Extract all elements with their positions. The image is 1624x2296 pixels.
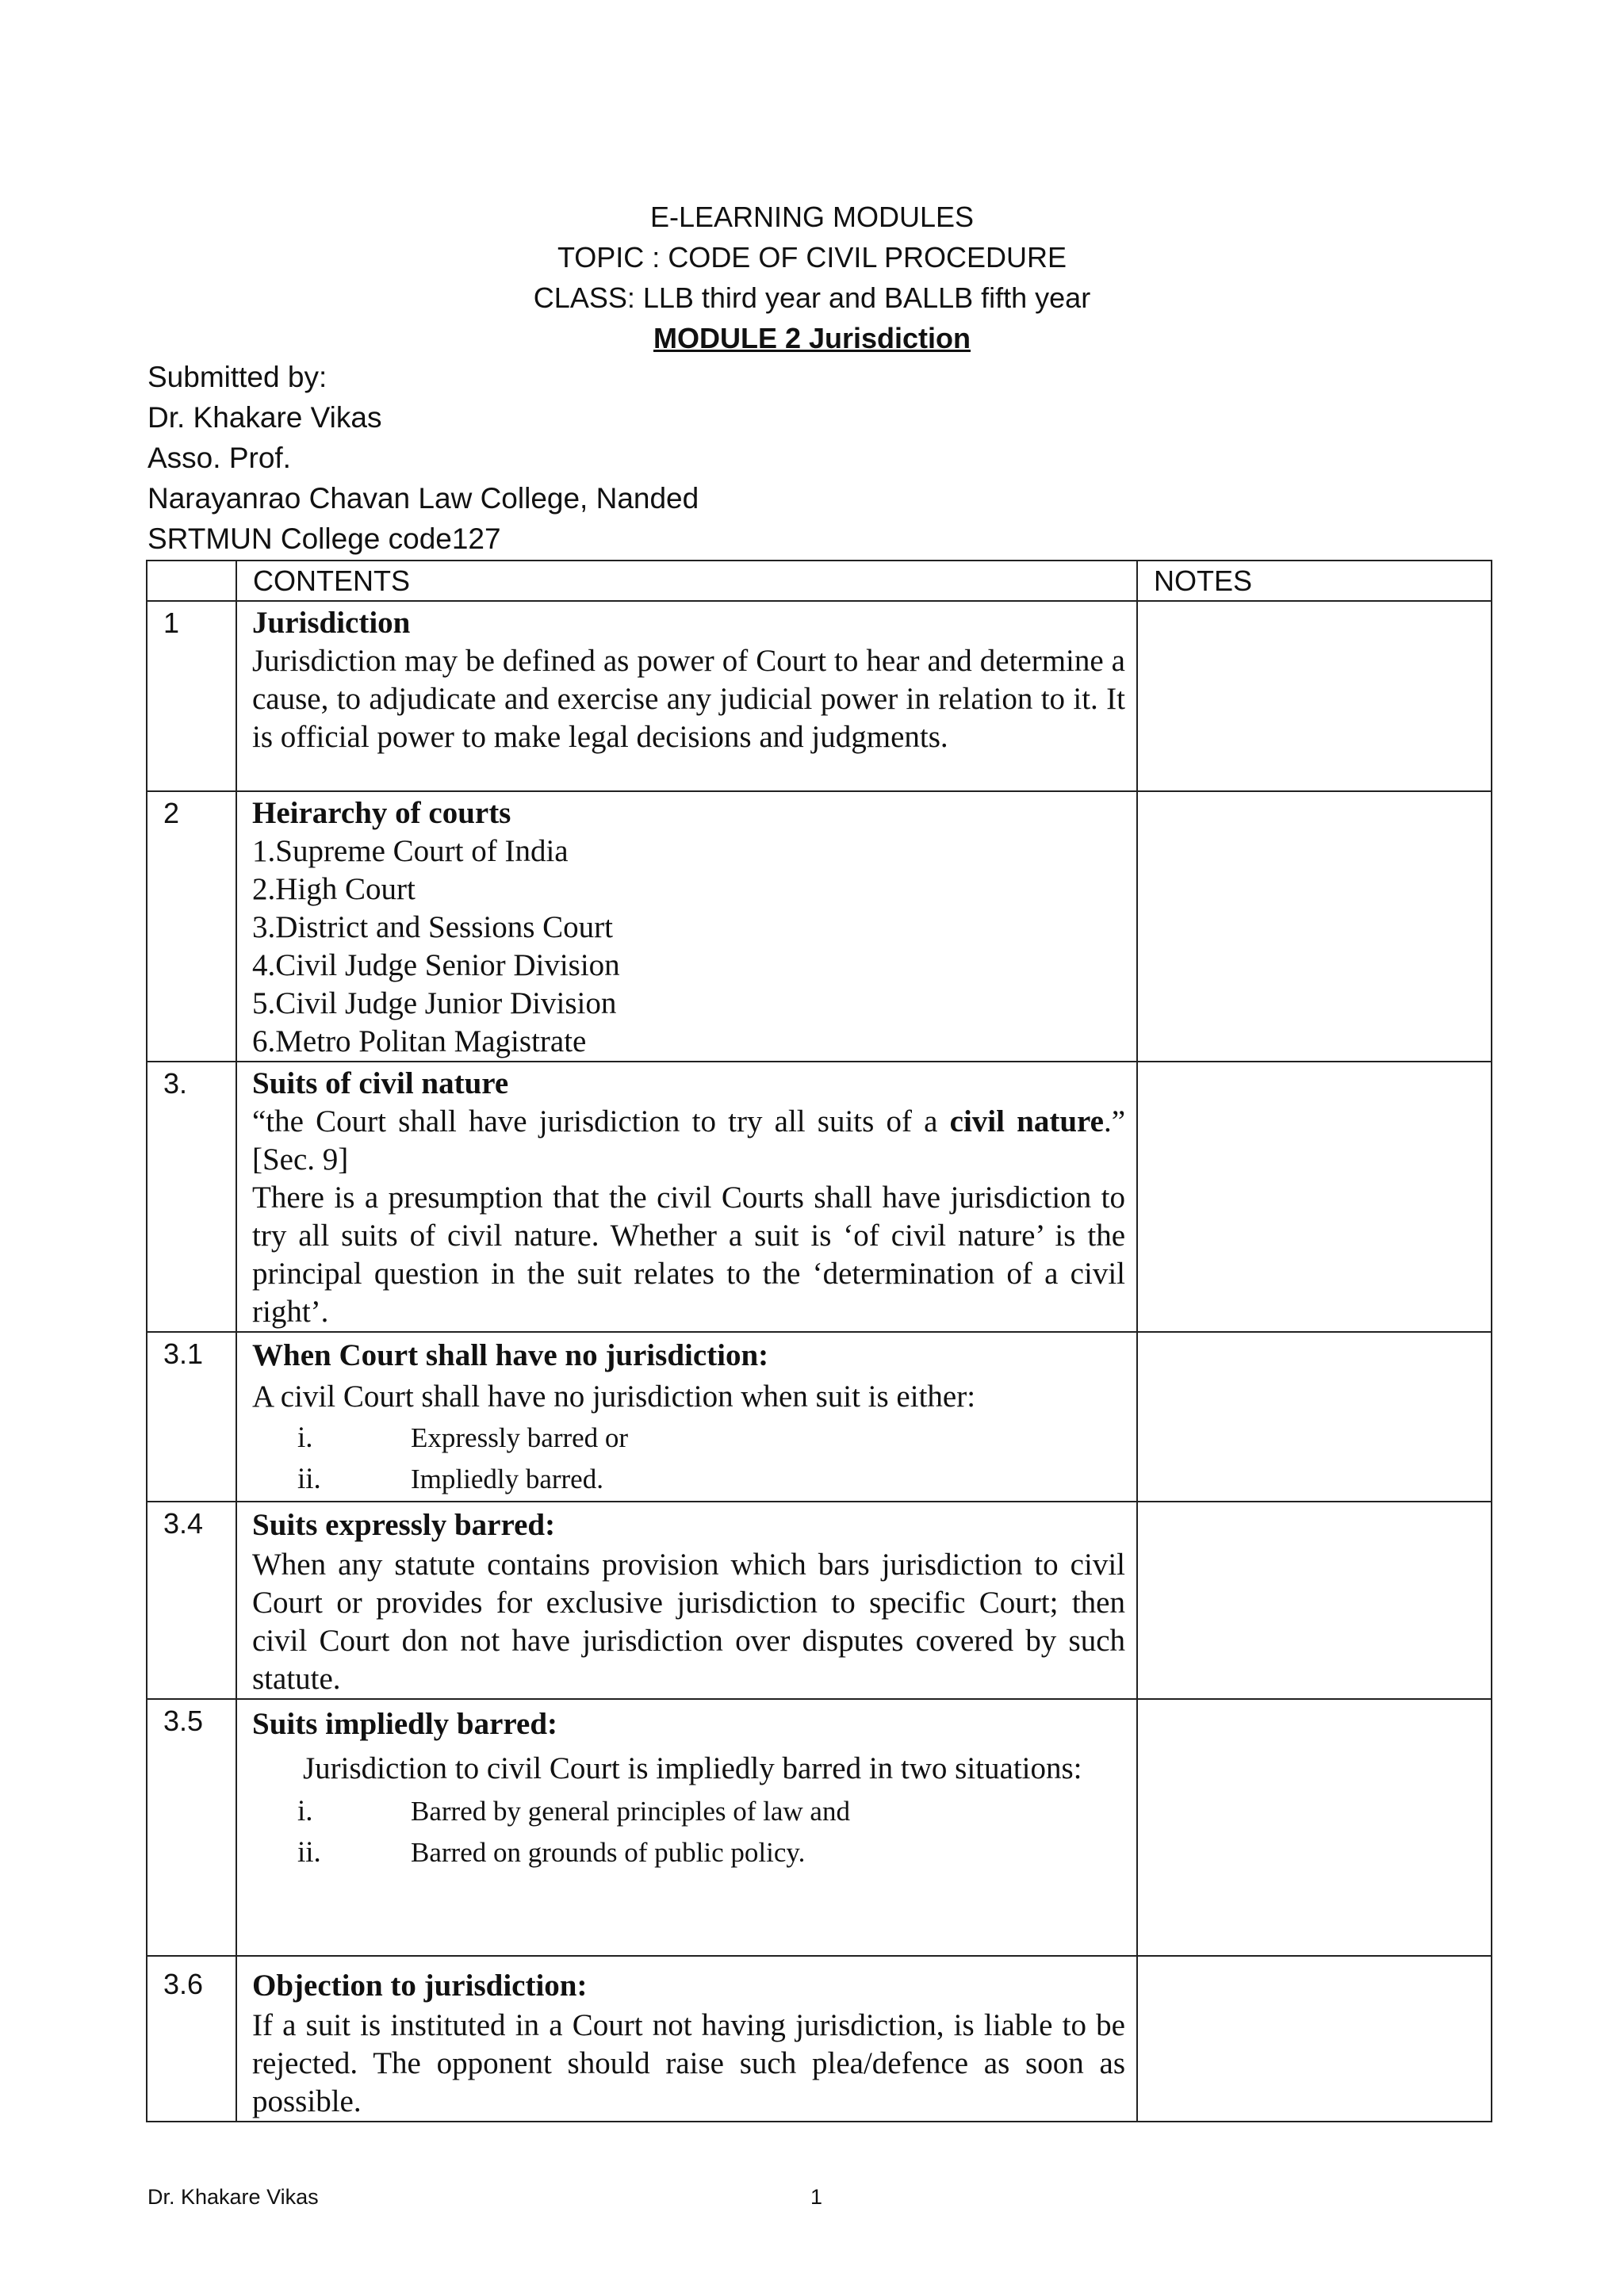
notes-cell [1137, 1502, 1492, 1699]
footer-author: Dr. Khakare Vikas [147, 2185, 319, 2209]
college-code: SRTMUN College code127 [147, 522, 501, 555]
section-quote [252, 1103, 1125, 1179]
row-title: Jurisdiction [252, 606, 411, 640]
list-item [252, 1459, 1125, 1500]
row-title: When Court shall have no jurisdiction: [252, 1338, 769, 1372]
row-number: 3.6 [163, 1968, 204, 2000]
row-number: 1 [163, 607, 180, 639]
bar-list [252, 1418, 1125, 1500]
submitted-by-label: Submitted by: [147, 361, 327, 393]
author-name: Dr. Khakare Vikas [147, 401, 382, 434]
notes-cell [1137, 1699, 1492, 1956]
notes-cell [1137, 1332, 1492, 1502]
list-item [252, 1418, 1125, 1459]
quote-emphasis: civil nature [949, 1104, 1104, 1138]
row-text: A civil Court shall have no jurisdiction when suit is either: [252, 1380, 976, 1414]
row-text: Jurisdiction to civil Court is impliedly barred in two situations: [303, 1751, 1082, 1785]
header-contents-cell [236, 561, 1137, 601]
table-row [147, 1332, 1492, 1502]
row-title: Suits expressly barred: [252, 1508, 556, 1542]
page-number: 1 [810, 2185, 823, 2209]
table-row [147, 1699, 1492, 1956]
row-title: Suits of civil nature [252, 1066, 509, 1100]
row-title: Objection to jurisdiction: [252, 1969, 588, 2003]
court-list-item: 1.Supreme Court of India [252, 834, 569, 868]
author-designation: Asso. Prof. [147, 442, 291, 474]
list-item [252, 1791, 1125, 1832]
list-text: Impliedly barred. [411, 1464, 603, 1494]
row-number: 2 [163, 797, 180, 829]
row-title: Suits impliedly barred: [252, 1707, 557, 1741]
table-row [147, 1956, 1492, 2122]
list-numeral: ii. [297, 1463, 321, 1495]
court-list-item: 5.Civil Judge Junior Division [252, 986, 617, 1020]
list-numeral: i. [297, 1795, 313, 1827]
contents-table [146, 560, 1492, 2122]
court-list-item: 2.High Court [252, 872, 416, 906]
header-number-cell [147, 561, 236, 601]
list-numeral: ii. [297, 1836, 321, 1869]
table-header-row [147, 561, 1492, 601]
header-notes-cell [1137, 561, 1492, 601]
row-number: 3. [163, 1067, 188, 1100]
row-number: 3.5 [163, 1705, 204, 1737]
row-text: Jurisdiction may be defined as power of Court to hear and determine a cause, to adjudicate and exercise any judicial power in relation to it. It is official power to make legal decisions and judgments. [252, 644, 1125, 754]
quote-text: “the Court shall have jurisdiction to try all suits of a [252, 1104, 950, 1138]
document-header [0, 197, 1624, 358]
row-number: 3.4 [163, 1507, 204, 1540]
list-numeral: i. [297, 1422, 313, 1454]
contents-header: CONTENTS [253, 564, 410, 597]
notes-header: NOTES [1154, 564, 1253, 597]
header-line-class: CLASS: LLB third year and BALLB fifth year [533, 281, 1091, 314]
table-row [147, 1502, 1492, 1699]
list-text: Expressly barred or [411, 1422, 629, 1453]
notes-cell [1137, 601, 1492, 791]
table-row [147, 1062, 1492, 1332]
quote-citation: .” [Sec. 9] [252, 1104, 1125, 1177]
row-title: Heirarchy of courts [252, 796, 511, 830]
module-title: MODULE 2 Jurisdiction [653, 322, 971, 354]
notes-cell [1137, 1956, 1492, 2122]
row-text: There is a presumption that the civil Courts shall have jurisdiction to try all suits of civil nature. Whether a suit is ‘of civil nature’ is the principal question in the suit relates to the ‘determination of a civil right’. [252, 1181, 1125, 1329]
court-list-item: 4.Civil Judge Senior Division [252, 948, 620, 982]
table-row [147, 601, 1492, 791]
court-list-item: 3.District and Sessions Court [252, 910, 613, 944]
college-name: Narayanrao Chavan Law College, Nanded [147, 482, 699, 515]
table-row [147, 791, 1492, 1062]
notes-cell [1137, 791, 1492, 1062]
row-number: 3.1 [163, 1337, 204, 1370]
submitter-block [147, 357, 699, 559]
header-line-modules: E-LEARNING MODULES [649, 201, 975, 233]
row-text: When any statute contains provision which bars jurisdiction to civil Court or provides for exclusive jurisdiction to specific Court; then civil Court don not have jurisdiction over disputes covered by such statute. [252, 1548, 1125, 1696]
row-text: If a suit is instituted in a Court not having jurisdiction, is liable to be rejected. The opponent should raise such plea/defence as soon as possible. [252, 2008, 1125, 2118]
notes-cell [1137, 1062, 1492, 1332]
list-text: Barred by general principles of law and [411, 1796, 850, 1827]
list-item [252, 1832, 1125, 1873]
header-line-topic: TOPIC : CODE OF CIVIL PROCEDURE [557, 241, 1067, 274]
court-list-item: 6.Metro Politan Magistrate [252, 1024, 587, 1058]
list-text: Barred on grounds of public policy. [411, 1837, 806, 1868]
bar-list [252, 1791, 1125, 1873]
